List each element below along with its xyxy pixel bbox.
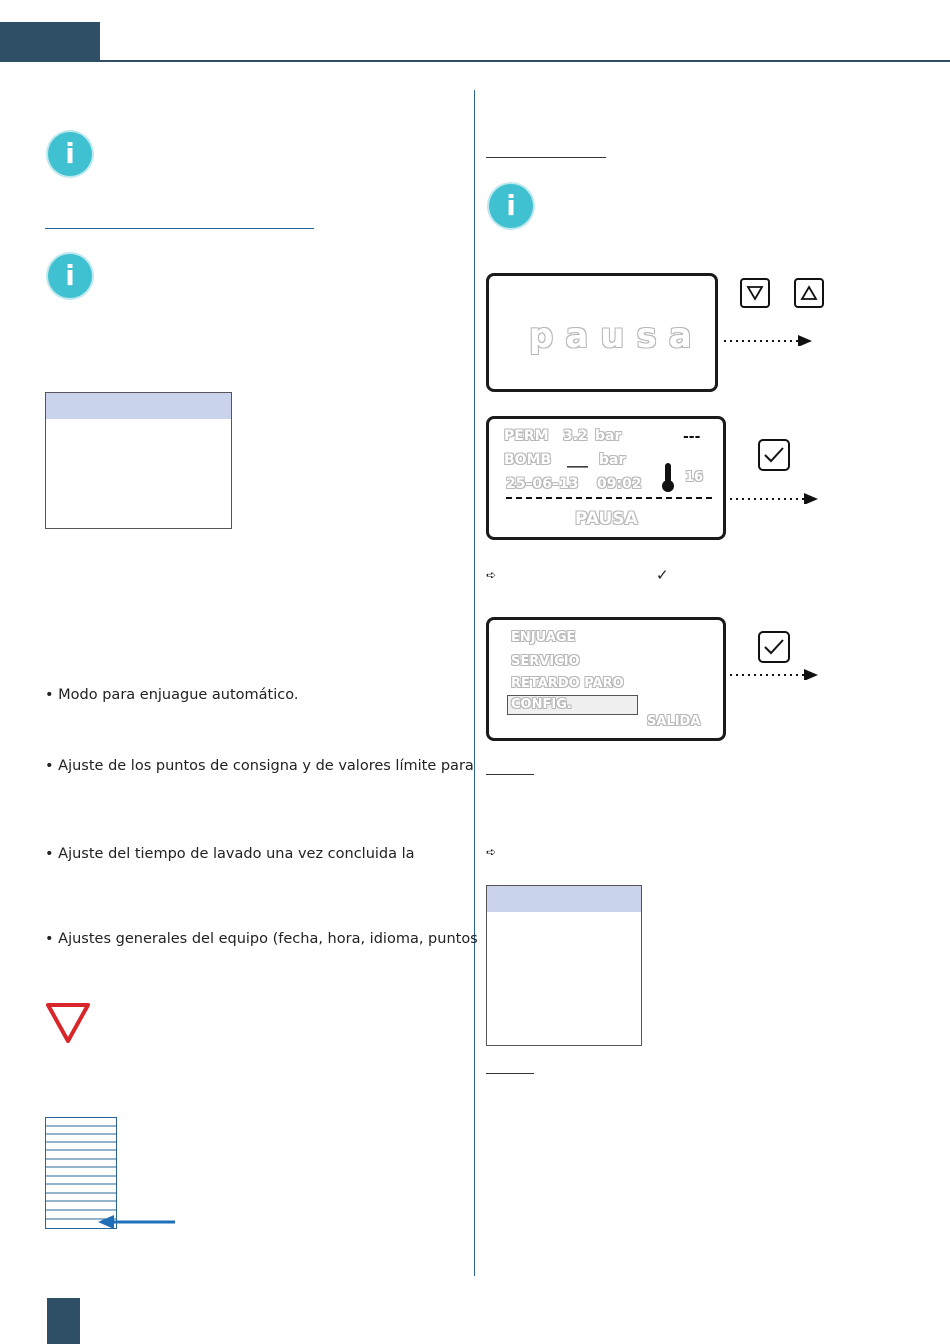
menu-item-config: CONFIG.	[511, 697, 572, 712]
status-temperature: 16	[685, 470, 704, 485]
column-divider	[474, 90, 475, 1276]
down-button[interactable]	[740, 278, 770, 308]
menu-exit: SALIDA	[647, 714, 701, 729]
blue-arrow-left-icon	[98, 1212, 178, 1232]
note-underline	[486, 774, 534, 775]
thermometer-icon	[661, 461, 675, 493]
menu-table-header	[46, 393, 231, 419]
config-table	[486, 885, 642, 1046]
status-time: 09:02	[597, 476, 642, 492]
dotted-arrow-icon	[728, 668, 820, 680]
bomb-label: BOMB	[504, 452, 552, 468]
dotted-arrow-icon	[722, 334, 814, 346]
up-arrow-icon	[800, 285, 818, 301]
lcd-menu-screen	[486, 617, 726, 741]
bullet-general-settings: • Ajustes generales del equipo (fecha, hora, idioma, puntos	[45, 931, 478, 947]
pointer-arrow-icon: ➪	[486, 845, 497, 859]
lcd-status-screen	[486, 416, 726, 540]
menu-item-enjuage: ENJUAGE	[511, 630, 576, 645]
note-underline	[486, 1073, 534, 1074]
info-icon: i	[489, 184, 533, 228]
perm-label: PERM	[504, 428, 549, 444]
lcd-pause-text: pausa	[529, 316, 704, 356]
bullet-rinse-mode: • Modo para enjuague automático.	[45, 687, 299, 703]
up-button[interactable]	[794, 278, 824, 308]
confirm-button[interactable]	[758, 631, 790, 663]
perm-value: 3.2	[563, 428, 588, 444]
pointer-arrow-icon: ➪	[486, 568, 497, 582]
warning-triangle-icon	[45, 1002, 91, 1044]
status-date: 25–06–13	[506, 476, 579, 492]
bomb-value: ___	[567, 452, 588, 468]
checkmark-icon	[762, 445, 786, 465]
header-rule	[0, 60, 950, 62]
page-number-block	[47, 1298, 80, 1344]
menu-item-retardo-paro: RETARDO PARO	[511, 676, 624, 691]
section-underline	[45, 228, 314, 229]
status-separator	[506, 497, 712, 499]
bomb-unit: bar	[599, 452, 626, 468]
info-icon: i	[48, 254, 92, 298]
header-tab-block	[0, 22, 100, 61]
confirm-button[interactable]	[758, 439, 790, 471]
config-table-header	[487, 886, 641, 912]
info-icon: i	[48, 132, 92, 176]
perm-dashes: ---	[683, 429, 701, 445]
menu-item-servicio: SERVICIO	[511, 654, 580, 669]
status-state: PAUSA	[575, 509, 638, 529]
down-arrow-icon	[746, 285, 764, 301]
bullet-setpoints: • Ajuste de los puntos de consigna y de valores límite para	[45, 758, 474, 774]
checkmark-icon: ✓	[656, 566, 669, 584]
section-underline	[486, 157, 606, 158]
perm-unit: bar	[595, 428, 622, 444]
dotted-arrow-icon	[728, 492, 820, 504]
checkmark-icon	[762, 637, 786, 657]
bullet-wash-time: • Ajuste del tiempo de lavado una vez concluida la	[45, 846, 415, 862]
lcd-pause-screen	[486, 273, 718, 392]
menu-table	[45, 392, 232, 529]
